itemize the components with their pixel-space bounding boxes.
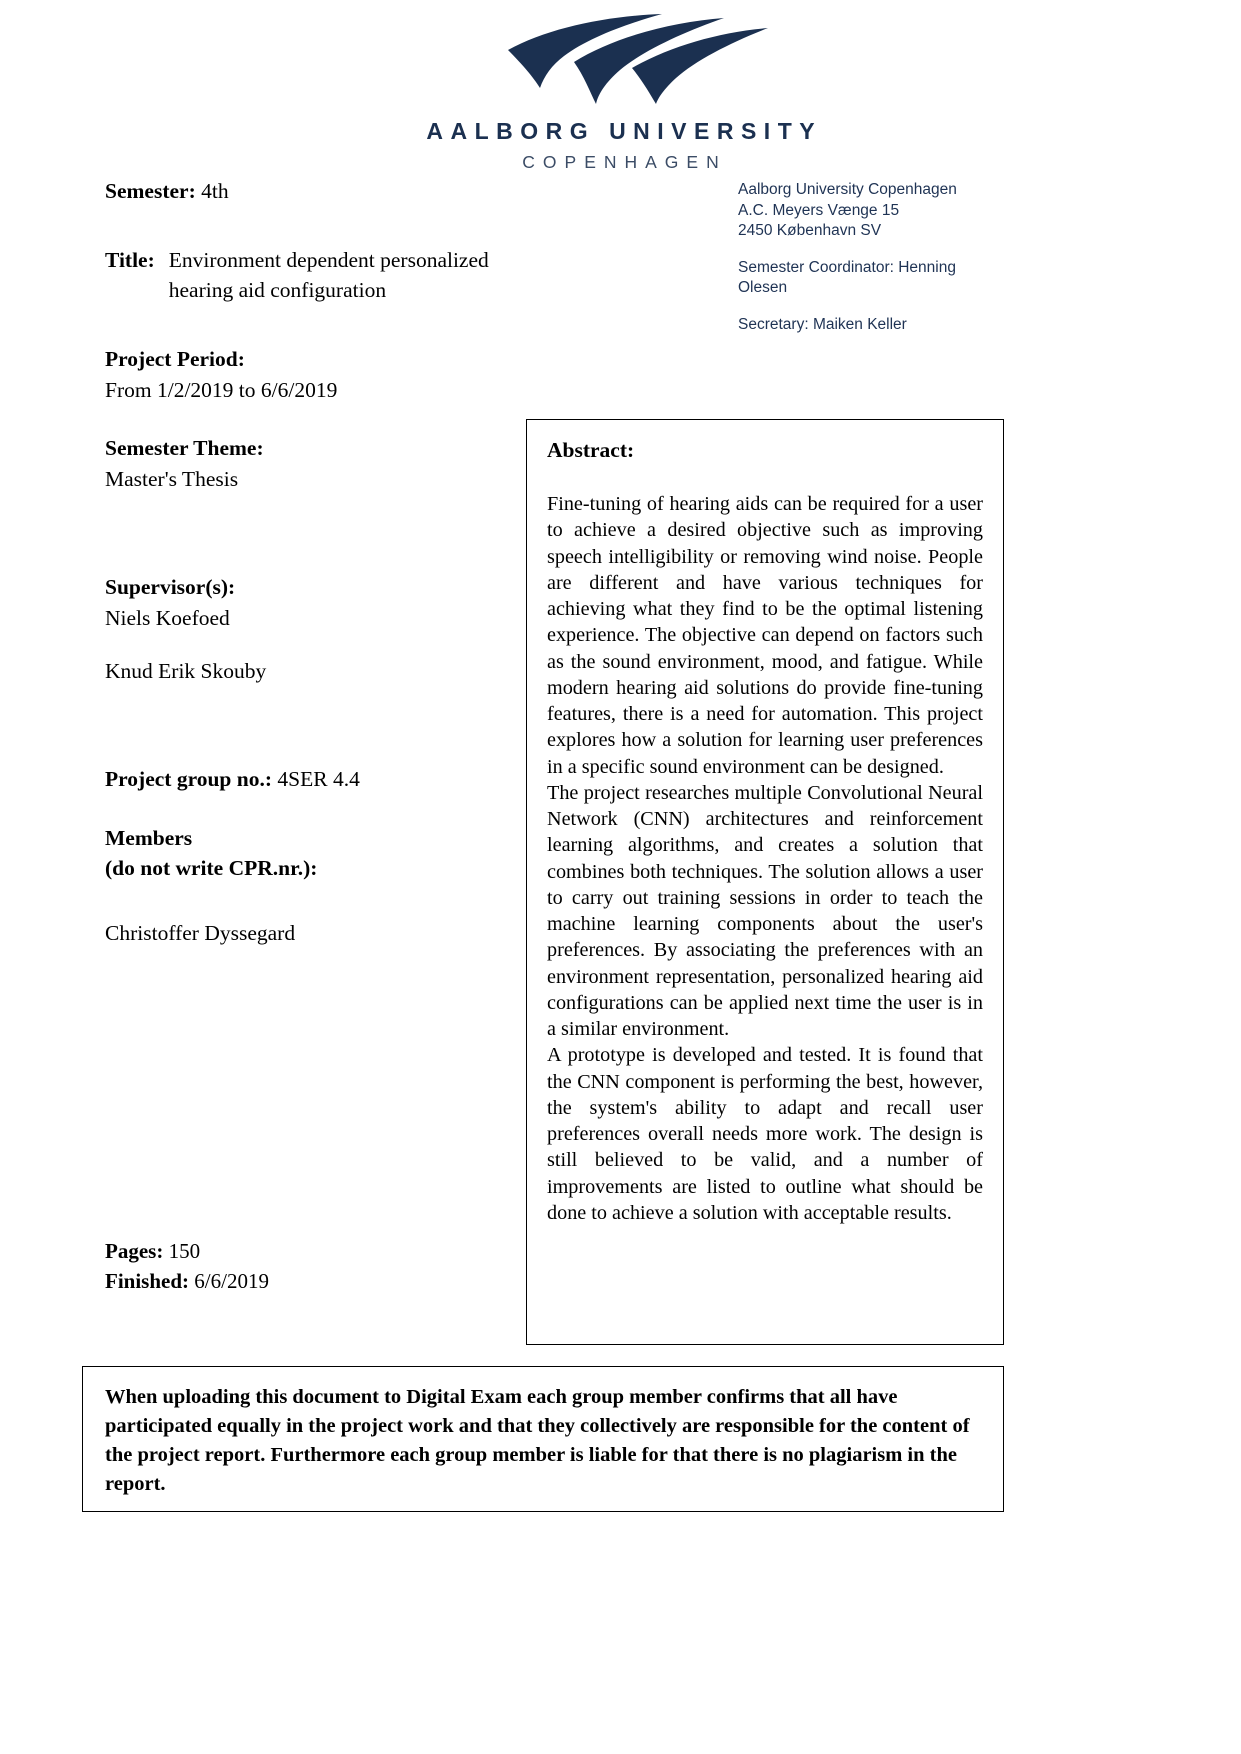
supervisor-1: Niels Koefoed [105,606,230,630]
project-group-field [105,764,525,795]
pages-value: 150 [168,1239,201,1263]
semester-label: Semester: [105,179,196,203]
secretary-line: Secretary: Maiken Keller [738,316,907,334]
university-address-block [738,180,1008,336]
pages-label: Pages: [105,1239,164,1263]
address-city: 2450 København SV [738,222,882,240]
project-info-column [105,176,525,948]
secretary [738,315,1008,336]
semester-value: 4th [201,179,229,203]
declaration-box [82,1366,1004,1512]
abstract-paragraph-3: A prototype is developed and tested. It is found that the CNN component is performing the best, however, the system's ability to adapt and recall user preferences overall needs more work. The design is still believed to be valid, and a number of improvements are listed to outline what should be done to achieve a solution with acceptable results. [547,1044,983,1224]
declaration-text: When uploading this document to Digital Exam each group member confirms that all have participated equally in the project work and that they collectively are responsible for the content of the project report. Furthermore each group member is liable for that there is no plagiarism in the report. [105,1386,970,1496]
abstract-heading: Abstract: [547,438,635,462]
finished-field [105,1266,485,1296]
abstract-paragraph-1: Fine-tuning of hearing aids can be required for a user to achieve a desired objective such as improving speech intelligibility or removing wind noise. People are different and have various techniques for achieving what they find to be the optimal listening experience. The objective can depend on factors such as the sound environment, mood, and fatigue. While modern hearing aid solutions do provide fine-tuning features, there is a need for automation. This project explores how a solution for learning user preferences in a specific sound environment can be designed. [547,493,983,778]
finished-value: 6/6/2019 [194,1269,269,1294]
member-1: Christoffer Dyssegard [105,920,296,945]
semester-coordinator-line1: Semester Coordinator: Henning [738,258,956,276]
abstract-body [547,491,983,1226]
pages-field [105,1236,485,1266]
members-label: Members [105,825,193,850]
pages-finished-block [105,1236,485,1297]
project-group-label: Project group no.: [105,767,273,792]
semester-coordinator [738,258,1008,299]
title-value [169,245,525,307]
members-sublabel: (do not write CPR.nr.): [105,856,318,881]
semester-theme-value: Master's Thesis [105,466,239,491]
aalborg-university-wave-logo-icon [456,12,786,104]
members-field [105,823,525,949]
abstract-box [526,419,1004,1345]
supervisors-label: Supervisor(s): [105,575,236,600]
title-line-2: hearing aid configuration [168,278,387,303]
title-field [105,245,525,307]
semester-field [105,176,525,207]
address-organization: Aalborg University Copenhagen [738,181,957,198]
supervisor-2: Knud Erik Skouby [105,658,267,683]
address-lines [738,180,1008,242]
project-group-value: 4SER 4.4 [277,767,360,792]
title-label: Title: [105,247,155,272]
logo-subwordmark: COPENHAGEN [522,152,727,172]
project-period-field [105,344,525,405]
abstract-paragraph-2: The project researches multiple Convolutional Neural Network (CNN) architectures and reinforcement learning algorithms, and creates a solution that combines both techniques. The solution allows a user to carry out training sessions in order to teach the machine learning components about the user's preferences. By associating the preferences with an environment representation, personalized hearing aid configurations can be applied next time the user is in a similar environment. [547,781,983,1040]
supervisors-field [105,572,525,686]
address-street: A.C. Meyers Vænge 15 [738,201,900,219]
semester-theme-label: Semester Theme: [105,436,264,461]
logo-wordmark: AALBORG UNIVERSITY [426,118,823,144]
finished-label: Finished: [105,1269,190,1294]
semester-theme-field [105,433,525,494]
title-line-1: Environment dependent personalized [168,247,489,272]
project-period-value: From 1/2/2019 to 6/6/2019 [105,377,338,402]
university-logo-block [0,12,1241,173]
semester-coordinator-line2: Olesen [738,279,788,297]
project-period-label: Project Period: [105,347,245,372]
